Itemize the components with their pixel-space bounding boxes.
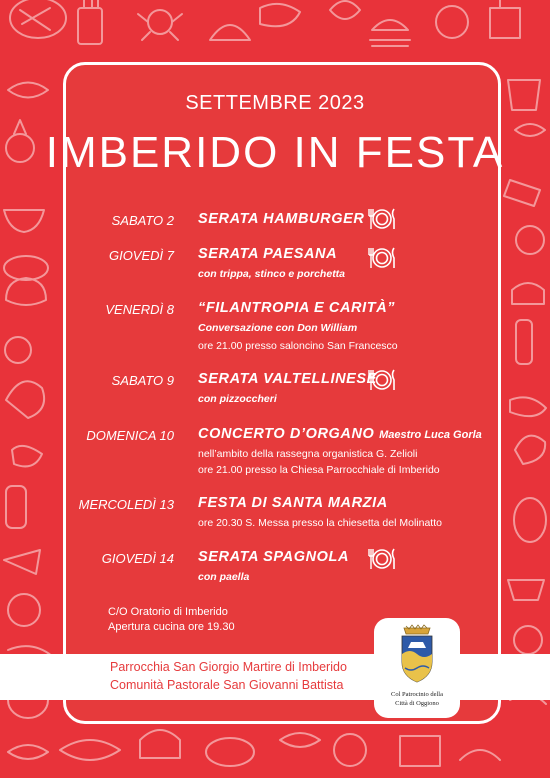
parish-name: Parrocchia San Giorgio Martire di Imberido [110,660,347,674]
event-day: VENERDÌ 8 [105,302,174,317]
plate-cutlery-icon [366,366,398,394]
event-name-extra: Maestro Luca Gorla [379,429,482,441]
community-name: Comunità Pastorale San Giovanni Battista [110,678,344,692]
event-name: SERATA SPAGNOLA [198,549,350,565]
organizer-band [0,654,550,700]
crest-icon [398,624,436,686]
plate-cutlery-icon [366,205,398,233]
event-name [198,426,482,442]
event-detail: Conversazione con Don William [198,322,358,334]
event-day: GIOVEDÌ 7 [108,248,174,263]
event-name: “FILANTROPIA E CARITÀ” [198,300,396,316]
event-name-main: CONCERTO D’ORGANO [198,426,375,442]
event-day: SABATO 2 [111,213,174,228]
event-day: MERCOLEDÌ 13 [78,497,174,512]
plate-cutlery-icon [366,244,398,272]
event-month: SETTEMBRE 2023 [185,92,365,114]
page-title: IMBERIDO IN FESTA [45,128,505,177]
event-name: SERATA HAMBURGER [198,211,365,227]
kitchen-hours: Apertura cucina ore 19.30 [108,621,235,633]
event-detail: nell’ambito della rassegna organistica G. Zelioli [198,448,418,460]
venue-line: C/O Oratorio di Imberido [108,606,228,618]
event-detail: ore 21.00 presso la Chiesa Parrocchiale di Imberido [198,464,440,476]
event-name: FESTA DI SANTA MARZIA [198,495,388,511]
plate-cutlery-icon [366,545,398,573]
event-name: SERATA VALTELLINESE [198,371,377,387]
event-day: DOMENICA 10 [86,428,174,443]
event-detail: ore 20.30 S. Messa presso la chiesetta del Molinatto [198,517,442,529]
event-detail: ore 21.00 presso saloncino San Francesco [198,340,398,352]
patronage-caption [374,690,460,708]
event-detail: con pizzoccheri [198,393,277,405]
event-day: GIOVEDÌ 14 [101,551,174,566]
event-detail: con trippa, stinco e porchetta [198,268,346,280]
venue-info [108,605,235,635]
city-name: Città di Oggiono [395,700,439,707]
event-detail: con paella [198,571,250,583]
event-day: SABATO 9 [111,373,174,388]
patronage-line: Col Patrocinio della [391,691,443,698]
event-name: SERATA PAESANA [198,246,338,262]
